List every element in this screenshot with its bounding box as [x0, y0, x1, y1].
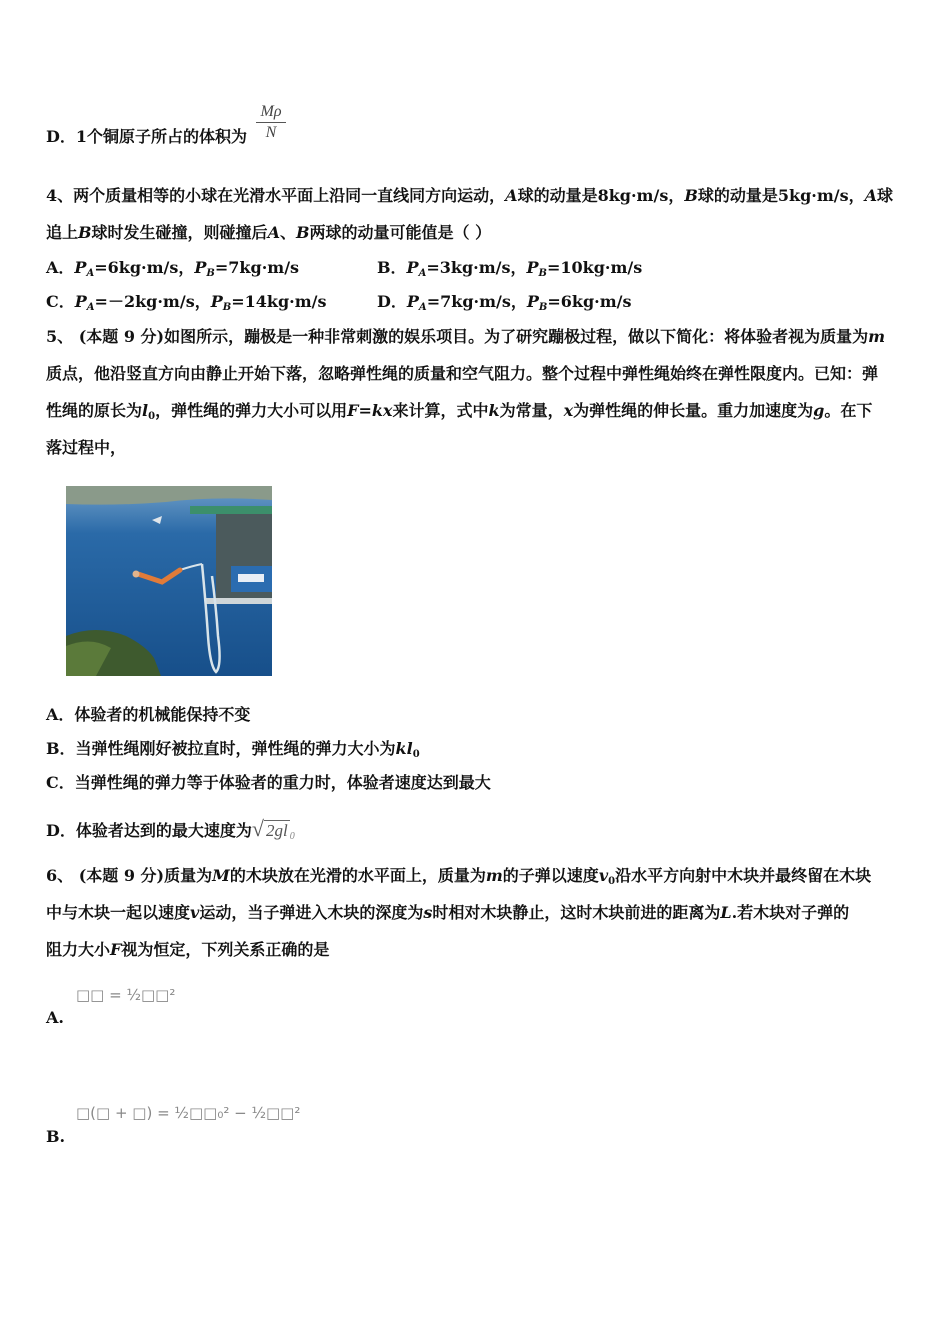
q6-text: 运动，当子弹进入木块的深度为 [199, 903, 424, 922]
q4-text: 球 [877, 186, 894, 205]
var-b: B [78, 223, 92, 242]
var-a: A [505, 186, 518, 205]
q5-text: 来计算，式中 [392, 401, 489, 420]
q4-text: 、 [279, 223, 296, 242]
formula-fkx: F=kx [347, 401, 393, 420]
sqrt-content: 2gl [265, 821, 288, 840]
sub-b: B [222, 302, 232, 313]
var-m: m [485, 866, 503, 885]
bungee-photo [66, 486, 272, 676]
q3-option-d-label: D．1个铜原子所占的体积为 [46, 127, 248, 146]
option-value: =7kg·m/s [214, 258, 300, 277]
sub-a: A [86, 268, 95, 279]
q4-text: 追上 [46, 223, 79, 242]
sub-b: B [538, 268, 547, 279]
q5-option-c [46, 772, 491, 794]
fraction-bar [256, 122, 286, 123]
var-a: A [267, 223, 280, 242]
q4-text: 球时发生碰撞，则碰撞后 [91, 223, 268, 242]
q4-stem-line1 [46, 185, 893, 207]
sub-b: B [206, 268, 215, 279]
q4-text: 两球的动量可能值是（ ） [309, 223, 492, 242]
q5-text: 为常量， [499, 401, 564, 420]
q6-formula-a: □□ = ½□□² [76, 986, 176, 1004]
q6-stem-line3 [46, 939, 329, 961]
option-value: =7kg·m/s， [426, 292, 527, 311]
var-kl: kl [395, 739, 413, 758]
sub-0: 0 [608, 876, 616, 887]
platform-roof [190, 506, 272, 514]
var-p: P [210, 292, 223, 311]
q6-text: 视为恒定，下列关系正确的是 [121, 940, 330, 959]
sub-a: A [86, 302, 95, 313]
sqrt-radical-icon: √ [251, 816, 264, 841]
option-text: D．体验者达到的最大速度为 [46, 821, 252, 840]
platform-sign-text [238, 574, 264, 582]
sub-a: A [418, 302, 427, 313]
q4-option-b [377, 257, 642, 285]
q6-text: 的子弹以速度 [502, 866, 599, 885]
q6-text: 的木块放在光滑的水平面上，质量为 [229, 866, 486, 885]
q5-text: 落过程中， [46, 438, 127, 457]
var-l: l [142, 401, 149, 420]
q4-option-d [377, 291, 632, 319]
q5-text: 为弹性绳的伸长量。重力加速度为 [573, 401, 814, 420]
option-value: =10kg·m/s [546, 258, 643, 277]
q5-text: 。在下 [824, 401, 873, 420]
q5-text: ，弹性绳的弹力大小可以用 [155, 401, 348, 420]
var-p: P [194, 258, 207, 277]
q3-option-d [46, 126, 247, 148]
bungee-illustration [66, 486, 272, 676]
var-b: B [296, 223, 310, 242]
var-v0: v [598, 866, 609, 885]
q4-option-c [46, 291, 327, 319]
q5-stem-line2 [46, 363, 878, 385]
fraction-numerator: Mρ [260, 103, 282, 120]
var-x: x [563, 401, 574, 420]
option-text: C．当弹性绳的弹力等于体验者的重力时，体验者速度达到最大 [46, 773, 491, 792]
sub-b: B [538, 302, 548, 313]
q6-text: .若木块对子弹的 [731, 903, 850, 922]
var-p: P [406, 258, 419, 277]
var-g: g [813, 401, 825, 420]
q6-text: 中与木块一起以速度 [46, 903, 191, 922]
q5-stem-line4 [46, 437, 126, 459]
var-a: A [864, 186, 878, 205]
var-p: P [406, 292, 419, 311]
q6-text: 阻力大小 [46, 940, 111, 959]
q6-stem-line2 [46, 902, 849, 924]
var-M: M [212, 866, 230, 885]
q5-text: 性绳的原长为 [46, 401, 143, 420]
fraction-denominator: N [265, 124, 277, 141]
q4-text: 4、两个质量相等的小球在光滑水平面上沿同一直线同方向运动， [46, 186, 506, 205]
q6-stem-line1 [46, 865, 871, 893]
sub-a: A [418, 268, 427, 279]
var-m: m [868, 327, 886, 346]
q5-stem-line1 [46, 326, 885, 348]
q6-text: 沿水平方向射中木块并最终留在木块 [615, 866, 872, 885]
option-letter: A． [46, 258, 75, 277]
option-value: =14kg·m/s [231, 292, 327, 311]
q4-text: 球的动量是8kg·m/s， [517, 186, 685, 205]
q4-option-a [46, 257, 299, 285]
option-text: B．当弹性绳刚好被拉直时，弹性绳的弹力大小为 [46, 739, 396, 758]
option-letter: B． [377, 258, 407, 277]
q4-stem-line2 [46, 222, 491, 244]
q3-fraction [256, 103, 286, 142]
q5-text: 5、 (本题 9 分)如图所示，蹦极是一种非常刺激的娱乐项目。为了研究蹦极过程，做以下简化：将体验者视为质量为 [46, 327, 869, 346]
q5-option-d [46, 818, 295, 848]
option-letter: A. [46, 1008, 64, 1027]
var-p: P [526, 258, 539, 277]
q6-option-a [46, 1007, 64, 1029]
option-value: =6kg·m/s， [94, 258, 195, 277]
var-s: s [423, 903, 433, 922]
var-p: P [74, 292, 87, 311]
q6-text: 6、 (本题 9 分)质量为 [46, 866, 213, 885]
option-value: =－2kg·m/s， [94, 292, 211, 311]
option-letter: B. [46, 1127, 66, 1146]
option-letter: D． [377, 292, 407, 311]
option-letter: C． [46, 292, 75, 311]
option-value: =6kg·m/s [547, 292, 632, 311]
q6-option-b [46, 1126, 65, 1148]
option-text: A．体验者的机械能保持不变 [46, 705, 251, 724]
option-value: =3kg·m/s， [426, 258, 527, 277]
q4-text: 球的动量是5kg·m/s， [697, 186, 865, 205]
var-p: P [526, 292, 539, 311]
sub-0: 0 [148, 411, 156, 422]
var-L: L [720, 903, 732, 922]
q5-option-b [46, 738, 420, 766]
sub-0: 0 [289, 831, 295, 842]
sub-0: 0 [412, 749, 420, 760]
var-F: F [110, 940, 122, 959]
sqrt-expression [251, 816, 295, 842]
var-v: v [190, 903, 200, 922]
q5-stem-line3 [46, 400, 872, 428]
q6-text: 时相对木块静止，这时木块前进的距离为 [432, 903, 721, 922]
var-p: P [74, 258, 87, 277]
var-k: k [488, 401, 500, 420]
q6-formula-b: □(□ + □) = ½□□₀² − ½□□² [76, 1104, 301, 1122]
jumper-head [133, 571, 140, 578]
q5-text: 质点，他沿竖直方向由静止开始下落，忽略弹性绳的质量和空气阻力。整个过程中弹性绳始终在弹性限度内。已知：弹 [46, 364, 879, 383]
var-b: B [684, 186, 698, 205]
q5-option-a [46, 704, 250, 726]
